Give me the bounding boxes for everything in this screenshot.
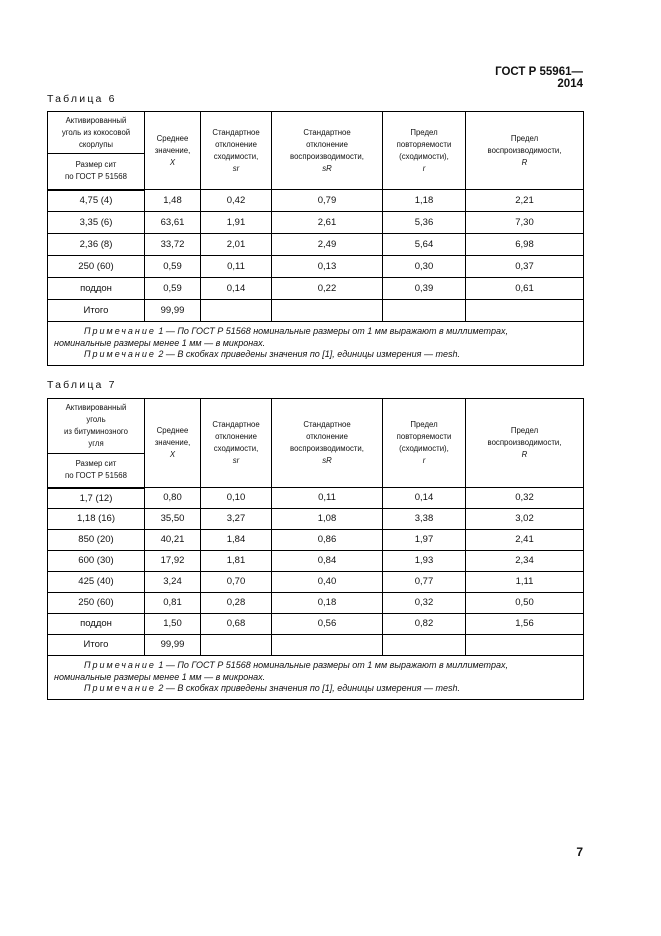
header-symbol: X xyxy=(169,157,176,167)
header-symbol: sr xyxy=(232,456,240,465)
sR-cell xyxy=(272,300,383,322)
header-symbol: r xyxy=(422,456,426,465)
sieve-size-cell: поддон xyxy=(48,278,145,300)
sr-cell: 0,70 xyxy=(201,572,272,593)
header-line: повторяемости xyxy=(396,139,452,149)
r-cell: 0,39 xyxy=(383,278,466,300)
sr-cell: 0,11 xyxy=(201,256,272,278)
note-label: Примечание xyxy=(84,660,156,670)
header-line: Активированный xyxy=(65,115,127,125)
mean-cell: 0,80 xyxy=(145,488,201,509)
table7-row xyxy=(48,593,584,614)
R-cell: 1,56 xyxy=(466,614,584,635)
sR-cell: 2,49 xyxy=(272,234,383,256)
r-cell: 1,97 xyxy=(383,530,466,551)
table6-sieve-header xyxy=(48,154,145,190)
R-cell xyxy=(466,300,584,322)
sr-cell: 1,84 xyxy=(201,530,272,551)
header-line: отклонение xyxy=(215,139,257,149)
header-line: Стандартное xyxy=(303,420,351,429)
mean-cell: 0,59 xyxy=(145,256,201,278)
R-cell: 0,50 xyxy=(466,593,584,614)
r-cell: 0,14 xyxy=(383,488,466,509)
sR-cell: 2,61 xyxy=(272,212,383,234)
header-line: воспроизводимости, xyxy=(290,151,364,161)
header-line: воспроизводимости, xyxy=(290,444,364,453)
header-symbol: r xyxy=(422,163,426,173)
sr-cell: 1,81 xyxy=(201,551,272,572)
mean-cell: 63,61 xyxy=(145,212,201,234)
R-cell: 2,21 xyxy=(466,190,584,212)
header-symbol: X xyxy=(169,450,176,459)
R-cell: 7,30 xyxy=(466,212,584,234)
sR-cell: 0,18 xyxy=(272,593,383,614)
sR-cell: 0,86 xyxy=(272,530,383,551)
note-label: Примечание xyxy=(84,683,156,693)
r-cell: 0,30 xyxy=(383,256,466,278)
col-header-sr xyxy=(201,399,272,488)
col-header-mean xyxy=(145,112,201,190)
sieve-size-cell: 250 (60) xyxy=(48,256,145,278)
mean-cell: 3,24 xyxy=(145,572,201,593)
note-text: 2 — В скобках приведены значения по [1], единицы измерения — mesh. xyxy=(158,349,460,359)
header-line: отклонение xyxy=(306,139,348,149)
header-line: повторяемости xyxy=(396,432,452,441)
mean-cell: 99,99 xyxy=(145,635,201,656)
table7-row xyxy=(48,530,584,551)
mean-cell: 1,48 xyxy=(145,190,201,212)
sr-cell: 3,27 xyxy=(201,509,272,530)
header-line: воспроизводимости, xyxy=(487,145,562,155)
sr-cell: 0,10 xyxy=(201,488,272,509)
r-cell xyxy=(383,300,466,322)
col-header-sR xyxy=(272,399,383,488)
mean-cell: 0,59 xyxy=(145,278,201,300)
sR-cell: 0,40 xyxy=(272,572,383,593)
col-header-sR xyxy=(272,112,383,190)
header-line: Среднее xyxy=(156,426,189,435)
r-cell: 5,64 xyxy=(383,234,466,256)
table7-sieve-header xyxy=(48,454,145,488)
header-line: Предел xyxy=(510,133,539,143)
sieve-size-cell: 1,18 (16) xyxy=(48,509,145,530)
header-line: Размер сит xyxy=(75,160,117,170)
header-line: по ГОСТ Р 51568 xyxy=(65,172,127,182)
sieve-size-cell: 425 (40) xyxy=(48,572,145,593)
sieve-size-cell: 1,7 (12) xyxy=(48,488,145,509)
note-text: 1 — По ГОСТ Р 51568 номинальные размеры от 1 мм выражают в миллиметрах, xyxy=(158,326,508,336)
table6-row xyxy=(48,278,584,300)
sr-cell: 0,14 xyxy=(201,278,272,300)
col-header-R xyxy=(466,112,584,190)
page-number: 7 xyxy=(576,845,583,859)
table7-notes xyxy=(48,656,584,700)
table7-note-1 xyxy=(54,660,578,672)
sR-cell: 0,22 xyxy=(272,278,383,300)
table7-caption: Таблица 7 xyxy=(47,379,117,391)
header-line: из битуминозного xyxy=(64,427,128,436)
sr-cell: 0,68 xyxy=(201,614,272,635)
table6-note-2 xyxy=(54,349,578,361)
table6-row xyxy=(48,212,584,234)
sieve-size-cell: 3,35 (6) xyxy=(48,212,145,234)
sieve-size-cell: 600 (30) xyxy=(48,551,145,572)
note-label: Примечание xyxy=(84,349,156,359)
header-line: Размер сит xyxy=(75,459,117,469)
note-text: 1 — По ГОСТ Р 51568 номинальные размеры от 1 мм выражают в миллиметрах, xyxy=(158,660,508,670)
sR-cell: 0,11 xyxy=(272,488,383,509)
header-line: значение, xyxy=(154,145,191,155)
mean-cell: 33,72 xyxy=(145,234,201,256)
sieve-size-cell: 2,36 (8) xyxy=(48,234,145,256)
col-header-R xyxy=(466,399,584,488)
col-header-mean xyxy=(145,399,201,488)
note-label: Примечание xyxy=(84,326,156,336)
header-line: Среднее xyxy=(156,133,189,143)
sr-cell: 0,28 xyxy=(201,593,272,614)
header-line: отклонение xyxy=(215,432,257,441)
r-cell: 1,18 xyxy=(383,190,466,212)
document-code: ГОСТ Р 55961—2014 xyxy=(495,66,583,90)
table6-note-1 xyxy=(54,326,578,338)
header-line: отклонение xyxy=(306,432,348,441)
r-cell: 0,82 xyxy=(383,614,466,635)
R-cell: 0,61 xyxy=(466,278,584,300)
sR-cell: 0,79 xyxy=(272,190,383,212)
header-line: Предел xyxy=(410,127,438,137)
header-line: значение, xyxy=(154,438,191,447)
R-cell: 2,41 xyxy=(466,530,584,551)
sr-cell: 2,01 xyxy=(201,234,272,256)
header-line: Активированный xyxy=(65,403,127,412)
col-header-r xyxy=(383,399,466,488)
col-header-sr xyxy=(201,112,272,190)
table6-notes xyxy=(48,322,584,366)
R-cell: 0,37 xyxy=(466,256,584,278)
table6-caption: Таблица 6 xyxy=(47,93,117,105)
header-symbol: sR xyxy=(322,163,332,173)
table7-row xyxy=(48,488,584,509)
table7-note-2 xyxy=(54,683,578,695)
table6-row xyxy=(48,300,584,322)
sr-cell: 0,42 xyxy=(201,190,272,212)
R-cell xyxy=(466,635,584,656)
mean-cell: 40,21 xyxy=(145,530,201,551)
table7-row xyxy=(48,509,584,530)
sR-cell: 0,56 xyxy=(272,614,383,635)
sieve-size-cell: поддон xyxy=(48,614,145,635)
header-symbol: sr xyxy=(232,163,240,173)
r-cell: 1,93 xyxy=(383,551,466,572)
mean-cell: 35,50 xyxy=(145,509,201,530)
header-line: Стандартное xyxy=(303,127,351,137)
table7-row xyxy=(48,635,584,656)
header-line: Стандартное xyxy=(212,420,260,429)
sr-cell xyxy=(201,635,272,656)
table6 xyxy=(47,111,584,366)
table6-row xyxy=(48,190,584,212)
r-cell: 0,77 xyxy=(383,572,466,593)
header-line: сходимости, xyxy=(213,151,259,161)
table6-row xyxy=(48,256,584,278)
table7-row xyxy=(48,614,584,635)
header-symbol: R xyxy=(521,450,528,459)
sR-cell: 0,13 xyxy=(272,256,383,278)
sR-cell: 1,08 xyxy=(272,509,383,530)
header-line: (сходимости), xyxy=(399,444,449,453)
sieve-size-cell: Итого xyxy=(48,635,145,656)
note-text: 2 — В скобках приведены значения по [1], единицы измерения — mesh. xyxy=(158,683,460,693)
header-line: Предел xyxy=(410,420,438,429)
sr-cell xyxy=(201,300,272,322)
R-cell: 0,32 xyxy=(466,488,584,509)
r-cell xyxy=(383,635,466,656)
table6-group-header xyxy=(48,112,145,154)
r-cell: 0,32 xyxy=(383,593,466,614)
header-line: Стандартное xyxy=(212,127,260,137)
r-cell: 5,36 xyxy=(383,212,466,234)
R-cell: 6,98 xyxy=(466,234,584,256)
header-line: воспроизводимости, xyxy=(487,438,562,447)
header-line: Предел xyxy=(510,426,539,435)
sieve-size-cell: Итого xyxy=(48,300,145,322)
R-cell: 2,34 xyxy=(466,551,584,572)
sr-cell: 1,91 xyxy=(201,212,272,234)
header-symbol: sR xyxy=(322,456,332,465)
table7-row xyxy=(48,572,584,593)
header-line: скорлупы xyxy=(78,139,114,149)
R-cell: 3,02 xyxy=(466,509,584,530)
table6-row xyxy=(48,234,584,256)
header-line: угля xyxy=(88,439,104,448)
header-line: сходимости, xyxy=(213,444,259,453)
sieve-size-cell: 250 (60) xyxy=(48,593,145,614)
sR-cell xyxy=(272,635,383,656)
col-header-r xyxy=(383,112,466,190)
R-cell: 1,11 xyxy=(466,572,584,593)
sieve-size-cell: 850 (20) xyxy=(48,530,145,551)
mean-cell: 1,50 xyxy=(145,614,201,635)
table7-row xyxy=(48,551,584,572)
table7 xyxy=(47,398,584,700)
r-cell: 3,38 xyxy=(383,509,466,530)
table7-group-header xyxy=(48,399,145,454)
header-line: уголь из кокосовой xyxy=(61,127,131,137)
table6-note-1-cont: номинальные размеры менее 1 мм — в микронах. xyxy=(54,337,266,348)
mean-cell: 99,99 xyxy=(145,300,201,322)
header-line: (сходимости), xyxy=(399,151,449,161)
sR-cell: 0,84 xyxy=(272,551,383,572)
header-line: уголь xyxy=(86,415,106,424)
header-symbol: R xyxy=(521,157,528,167)
table7-note-1-cont: номинальные размеры менее 1 мм — в микронах. xyxy=(54,671,266,682)
mean-cell: 17,92 xyxy=(145,551,201,572)
mean-cell: 0,81 xyxy=(145,593,201,614)
header-line: по ГОСТ Р 51568 xyxy=(65,471,127,481)
sieve-size-cell: 4,75 (4) xyxy=(48,190,145,212)
